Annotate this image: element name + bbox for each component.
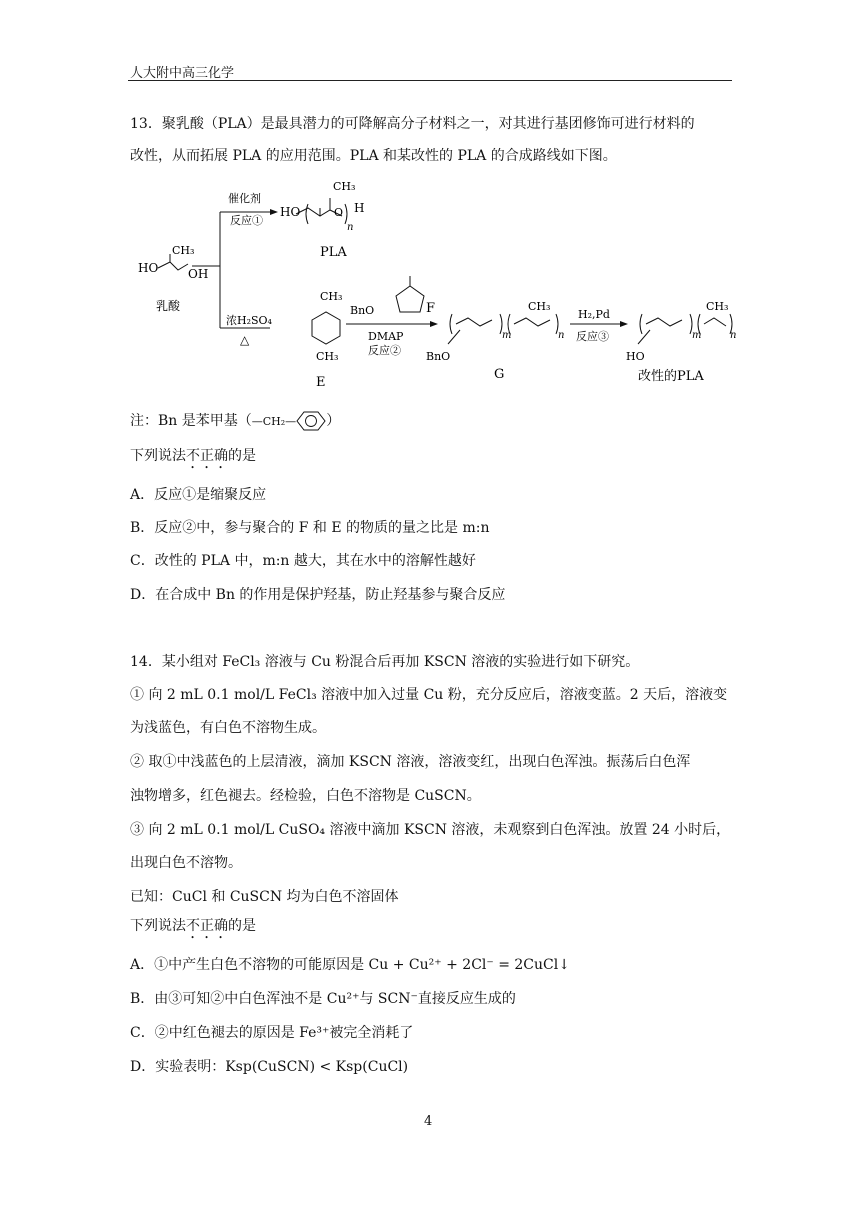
e-ch3-bottom-label: CH₃ [316, 350, 339, 363]
q14-step3-line2: 出现白色不溶物。 [130, 855, 242, 871]
mpla-n-label: n [730, 330, 737, 341]
lactic-ho-label: HO [138, 261, 159, 275]
header-divider [128, 80, 732, 81]
reaction1-label: 反应① [230, 214, 263, 227]
q13-option-c: C．改性的 PLA 中，m:n 越大，其在水中的溶解性越好 [130, 553, 476, 569]
q14-question-stem [130, 916, 256, 942]
q14-option-b: B．由③可知②中白色浑浊不是 Cu²⁺与 SCN⁻直接反应生成的 [130, 991, 516, 1007]
h2pd-label: H₂,Pd [578, 308, 610, 321]
conc-h2so4-label: 浓H₂SO₄ [226, 314, 272, 327]
lactic-oh-label: OH [188, 267, 209, 281]
stem-emphasis: 不正确 [186, 918, 228, 934]
heat-label: △ [240, 333, 250, 347]
lactic-ch3-label: CH₃ [172, 244, 195, 257]
stem-pre: 下列说法 [130, 918, 186, 934]
stem-post: 的是 [228, 448, 256, 464]
mpla-ho-label: HO [626, 350, 645, 363]
e-ch3-top-label: CH₃ [320, 290, 343, 303]
q13-option-a: A．反应①是缩聚反应 [130, 487, 267, 503]
catalyst-label: 催化剂 [228, 192, 261, 205]
lactic-acid-label: 乳酸 [156, 299, 181, 313]
pla-n-label: n [347, 222, 354, 233]
q13-option-b: B．反应②中，参与聚合的 F 和 E 的物质的量之比是 m:n [130, 520, 490, 536]
pla-o-label: O [334, 206, 344, 219]
q14-step2-line1: ② 取①中浅蓝色的上层清液，滴加 KSCN 溶液，溶液变红，出现白色浑浊。振荡后白色浑 [130, 754, 691, 770]
dmap-label: DMAP [368, 330, 404, 343]
q14-known: 已知：CuCl 和 CuSCN 均为白色不溶固体 [130, 889, 399, 905]
q14-option-d: D．实验表明：Ksp(CuSCN) < Ksp(CuCl) [130, 1059, 409, 1075]
g-n-label: n [558, 330, 565, 341]
pla-ho-label: HO [280, 205, 301, 219]
q13-intro-line1: 13．聚乳酸（PLA）是最具潜力的可降解高分子材料之一，对其进行基团修饰可进行材料的 [130, 116, 695, 132]
g-bno-label: BnO [426, 350, 451, 363]
q14-step1-line2: 为浅蓝色，有白色不溶物生成。 [130, 720, 326, 736]
stem-emphasis: 不正确 [186, 448, 228, 464]
page-header-school: 人大附中高三化学 [130, 66, 235, 81]
q14-option-c: C．②中红色褪去的原因是 Fe³⁺被完全消耗了 [130, 1025, 414, 1041]
q13-note [130, 410, 340, 432]
f-label: F [426, 301, 436, 316]
q14-intro: 14．某小组对 FeCl₃ 溶液与 Cu 粉混合后再加 KSCN 溶液的实验进行如下研究。 [130, 654, 640, 670]
q13-option-d: D．在合成中 Bn 的作用是保护羟基，防止羟基参与聚合反应 [130, 587, 506, 603]
q14-step3-line1: ③ 向 2 mL 0.1 mol/L CuSO₄ 溶液中滴加 KSCN 溶液，未观察到白色浑浊。放置 24 小时后， [130, 822, 731, 838]
modified-pla-label: 改性的PLA [638, 369, 704, 384]
pla-ch3-label: CH₃ [333, 180, 356, 193]
benzene-ring-icon [296, 410, 326, 432]
note-suffix: ） [326, 413, 341, 429]
mpla-m-label: m [692, 330, 702, 341]
reaction2-label: 反应② [368, 344, 401, 357]
page-number: 4 [424, 1114, 433, 1129]
note-prefix: 注：Bn 是苯甲基（ [130, 413, 252, 429]
q14-option-a: A．①中产生白色不溶物的可能原因是 Cu + Cu²⁺ + 2Cl⁻ = 2CuCl↓ [130, 957, 570, 973]
g-label: G [494, 367, 505, 382]
stem-post: 的是 [228, 918, 256, 934]
pla-synthesis-scheme [130, 178, 740, 398]
g-ch3-label: CH₃ [528, 300, 551, 313]
q14-step2-line2: 浊物增多，红色褪去。经检验，白色不溶物是 CuSCN。 [130, 788, 481, 804]
pla-label: PLA [320, 245, 347, 260]
q14-step1-line1: ① 向 2 mL 0.1 mol/L FeCl₃ 溶液中加入过量 Cu 粉，充分反应后，溶液变蓝。2 天后，溶液变 [130, 687, 728, 703]
mpla-ch3-label: CH₃ [706, 300, 729, 313]
e-label: E [316, 375, 326, 390]
f-bno-label: BnO [350, 304, 375, 317]
reaction3-label: 反应③ [576, 330, 609, 343]
q13-intro-line2: 改性，从而拓展 PLA 的应用范围。PLA 和某改性的 PLA 的合成路线如下图。 [130, 148, 617, 164]
pla-h-label: H [354, 201, 365, 215]
stem-pre: 下列说法 [130, 448, 186, 464]
g-m-label: m [502, 330, 512, 341]
note-group: —CH₂— [251, 415, 297, 428]
q13-question-stem [130, 446, 256, 472]
